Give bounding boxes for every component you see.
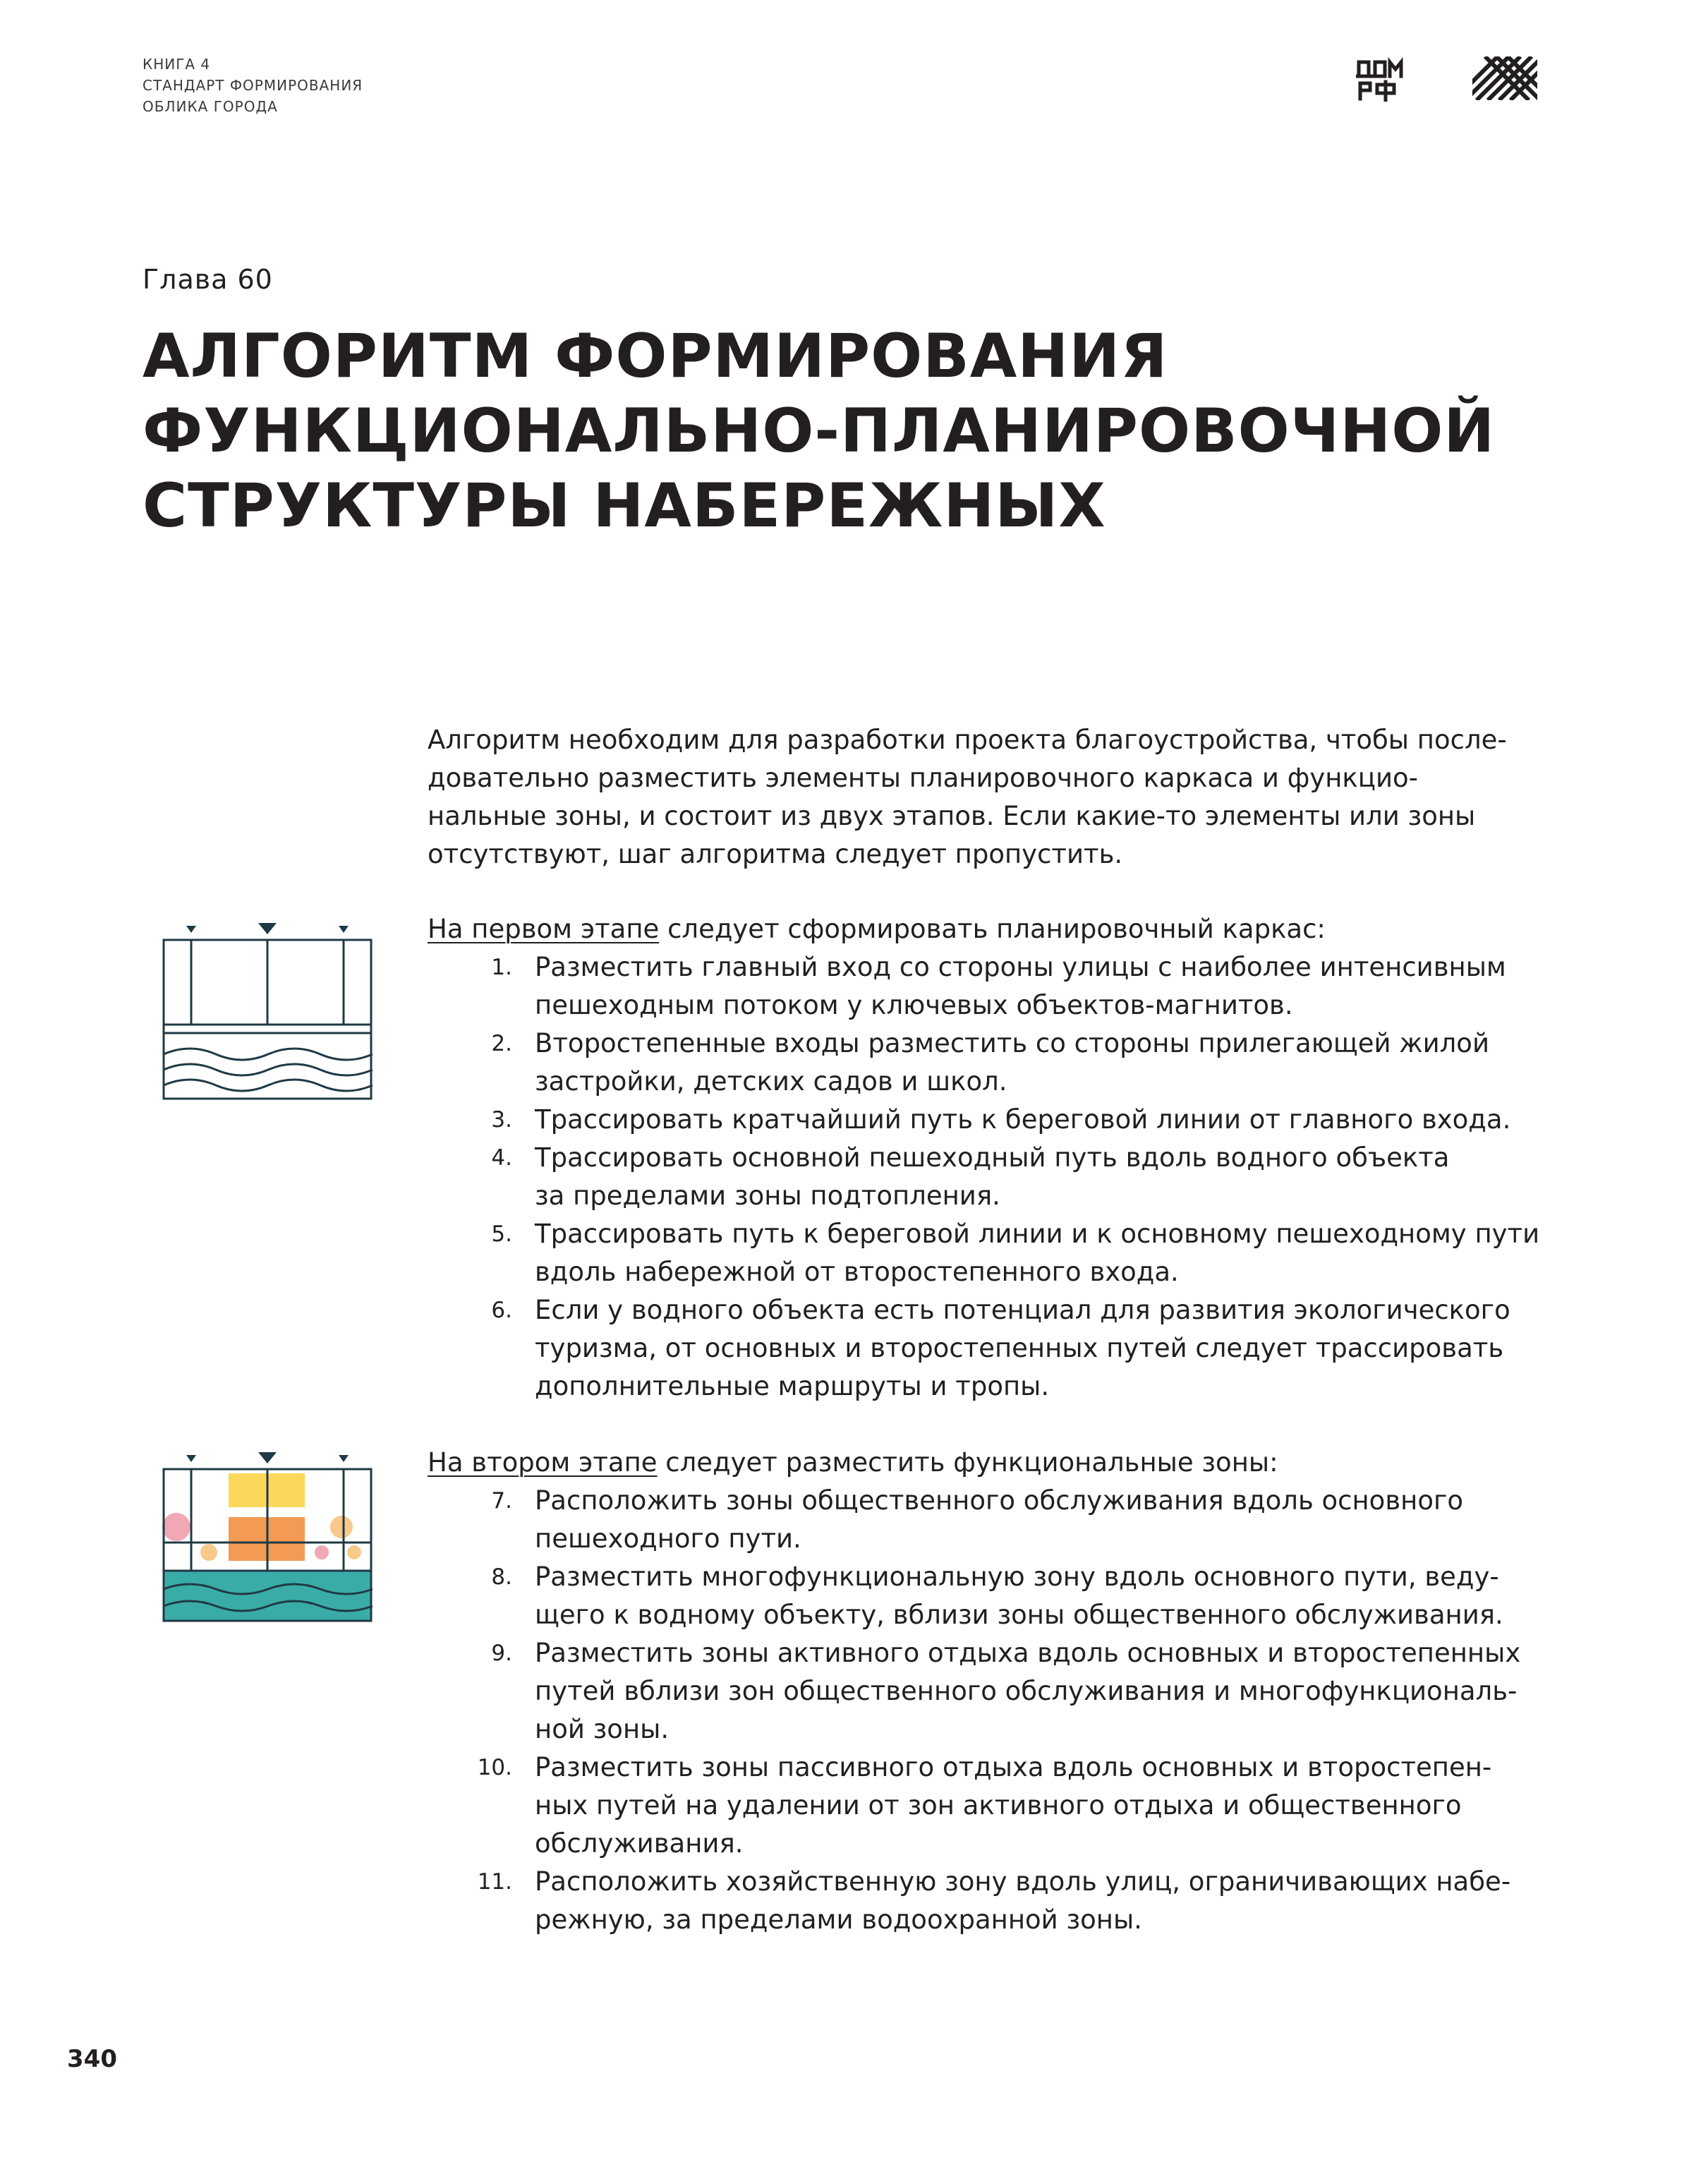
list-item bbox=[428, 1482, 1542, 1558]
active-recreation-zone bbox=[162, 1513, 190, 1541]
step-number: 11. bbox=[477, 1869, 512, 1895]
step-number: 1. bbox=[491, 955, 512, 980]
step-line: Если у водного объекта есть потенциал для развития экологического bbox=[535, 1295, 1510, 1325]
step-number: 8. bbox=[491, 1564, 512, 1590]
step-number: 3. bbox=[491, 1107, 512, 1133]
step-line: пешеходного пути. bbox=[535, 1523, 801, 1554]
stage-2-link[interactable]: На втором этапе bbox=[428, 1447, 658, 1478]
step-number: 4. bbox=[491, 1145, 512, 1171]
page-title-line: СТРУКТУРЫ НАБЕРЕЖНЫХ bbox=[143, 471, 1106, 541]
secondary-entrance-marker bbox=[186, 1455, 196, 1462]
step-line: щего к водному объекту, вблизи зоны общественного обслуживания. bbox=[535, 1600, 1503, 1630]
step-line: Разместить многофункциональную зону вдоль основного пути, веду- bbox=[535, 1562, 1499, 1592]
intro-paragraph bbox=[428, 721, 1542, 874]
intro-line: довательно разместить элементы планировочного каркаса и функцио- bbox=[428, 763, 1418, 793]
functional-zones-diagram-icon bbox=[161, 1448, 374, 1624]
step-line: режную, за пределами водоохранной зоны. bbox=[535, 1905, 1142, 1935]
step-number: 2. bbox=[491, 1031, 512, 1056]
intro-line: Алгоритм необходим для разработки проекта благоустройства, чтобы после- bbox=[428, 725, 1507, 755]
stage-2-heading bbox=[428, 1444, 1542, 1482]
stage-1-link[interactable]: На первом этапе bbox=[428, 914, 660, 944]
main-entrance-marker bbox=[258, 923, 277, 934]
passive-recreation-zone bbox=[200, 1544, 217, 1561]
step-line: Трассировать основной пешеходный путь вдоль водного объекта bbox=[535, 1142, 1450, 1173]
stage-1-heading-text: следует сформировать планировочный каркас: bbox=[659, 914, 1326, 944]
stage-2-section bbox=[428, 1444, 1542, 1939]
intro-line: отсутствуют, шаг алгоритма следует пропустить. bbox=[428, 839, 1123, 869]
stage-1-steps bbox=[428, 948, 1542, 1406]
stage-1-heading bbox=[428, 910, 1542, 948]
step-line: путей вблизи зон общественного обслуживания и многофункциональ- bbox=[535, 1676, 1518, 1706]
step-line: Трассировать путь к береговой линии и к основному пешеходному пути bbox=[535, 1219, 1540, 1249]
list-item bbox=[428, 1215, 1542, 1291]
chapter-label: Глава 60 bbox=[143, 264, 273, 295]
step-number: 7. bbox=[491, 1488, 512, 1514]
step-number: 9. bbox=[491, 1641, 512, 1666]
step-line: Разместить главный вход со стороны улицы с наиболее интенсивным bbox=[535, 952, 1506, 982]
step-line: ной зоны. bbox=[535, 1714, 670, 1744]
step-line: обслуживания. bbox=[535, 1828, 744, 1859]
step-line: за пределами зоны подтопления. bbox=[535, 1181, 1000, 1211]
step-number: 6. bbox=[491, 1298, 512, 1323]
passive-recreation-zone bbox=[347, 1545, 361, 1559]
step-line: застройки, детских садов и школ. bbox=[535, 1066, 1007, 1097]
list-item bbox=[428, 948, 1542, 1025]
step-line: Трассировать кратчайший путь к береговой линии от главного входа. bbox=[535, 1104, 1511, 1135]
book-title-line: СТАНДАРТ ФОРМИРОВАНИЯ bbox=[143, 77, 363, 94]
secondary-entrance-marker bbox=[339, 1455, 349, 1462]
stage-1-section bbox=[428, 910, 1542, 1406]
page-title bbox=[143, 319, 1495, 543]
framework-diagram-icon bbox=[161, 919, 374, 1102]
secondary-entrance-marker bbox=[339, 926, 349, 933]
step-line: Расположить хозяйственную зону вдоль улиц, ограничивающих набе- bbox=[535, 1866, 1511, 1897]
page-number: 340 bbox=[67, 2045, 117, 2073]
passive-recreation-zone bbox=[330, 1516, 353, 1538]
book-title bbox=[143, 54, 363, 117]
stage-2-heading-text: следует разместить функциональные зоны: bbox=[657, 1447, 1278, 1478]
list-item bbox=[428, 1101, 1542, 1139]
step-line: дополнительные маршруты и тропы. bbox=[535, 1371, 1050, 1401]
diagonal-pattern-logo bbox=[1472, 56, 1537, 100]
stage-2-steps bbox=[428, 1482, 1542, 1939]
step-number: 10. bbox=[477, 1755, 512, 1780]
page-title-line: ФУНКЦИОНАЛЬНО-ПЛАНИРОВОЧНОЙ bbox=[143, 396, 1496, 466]
page-title-line: АЛГОРИТМ ФОРМИРОВАНИЯ bbox=[143, 321, 1168, 392]
step-line: пешеходным потоком у ключевых объектов-магнитов. bbox=[535, 990, 1293, 1020]
step-number: 5. bbox=[491, 1221, 512, 1247]
intro-line: нальные зоны, и состоит из двух этапов. Если какие-то элементы или зоны bbox=[428, 801, 1476, 831]
step-line: вдоль набережной от второстепенного входа. bbox=[535, 1257, 1179, 1287]
step-line: Второстепенные входы разместить со стороны прилегающей жилой bbox=[535, 1028, 1489, 1058]
list-item bbox=[428, 1749, 1542, 1863]
step-line: ных путей на удалении от зон активного отдыха и общественного bbox=[535, 1790, 1462, 1821]
step-line: туризма, от основных и второстепенных путей следует трассировать bbox=[535, 1333, 1504, 1363]
book-title-line: КНИГА 4 bbox=[143, 56, 211, 73]
list-item bbox=[428, 1291, 1542, 1406]
book-title-line: ОБЛИКА ГОРОДА bbox=[143, 98, 278, 115]
water-area bbox=[164, 1571, 371, 1620]
dom-rf-logo bbox=[1356, 56, 1405, 102]
list-item bbox=[428, 1863, 1542, 1939]
step-line: Разместить зоны активного отдыха вдоль основных и второстепенных bbox=[535, 1638, 1521, 1668]
main-entrance-marker bbox=[258, 1452, 277, 1463]
list-item bbox=[428, 1634, 1542, 1749]
list-item bbox=[428, 1025, 1542, 1101]
list-item bbox=[428, 1558, 1542, 1634]
secondary-entrance-marker bbox=[186, 926, 196, 933]
step-line: Разместить зоны пассивного отдыха вдоль основных и второстепен- bbox=[535, 1752, 1492, 1782]
step-line: Расположить зоны общественного обслуживания вдоль основного bbox=[535, 1485, 1464, 1516]
active-recreation-zone bbox=[315, 1545, 329, 1559]
list-item bbox=[428, 1139, 1542, 1215]
